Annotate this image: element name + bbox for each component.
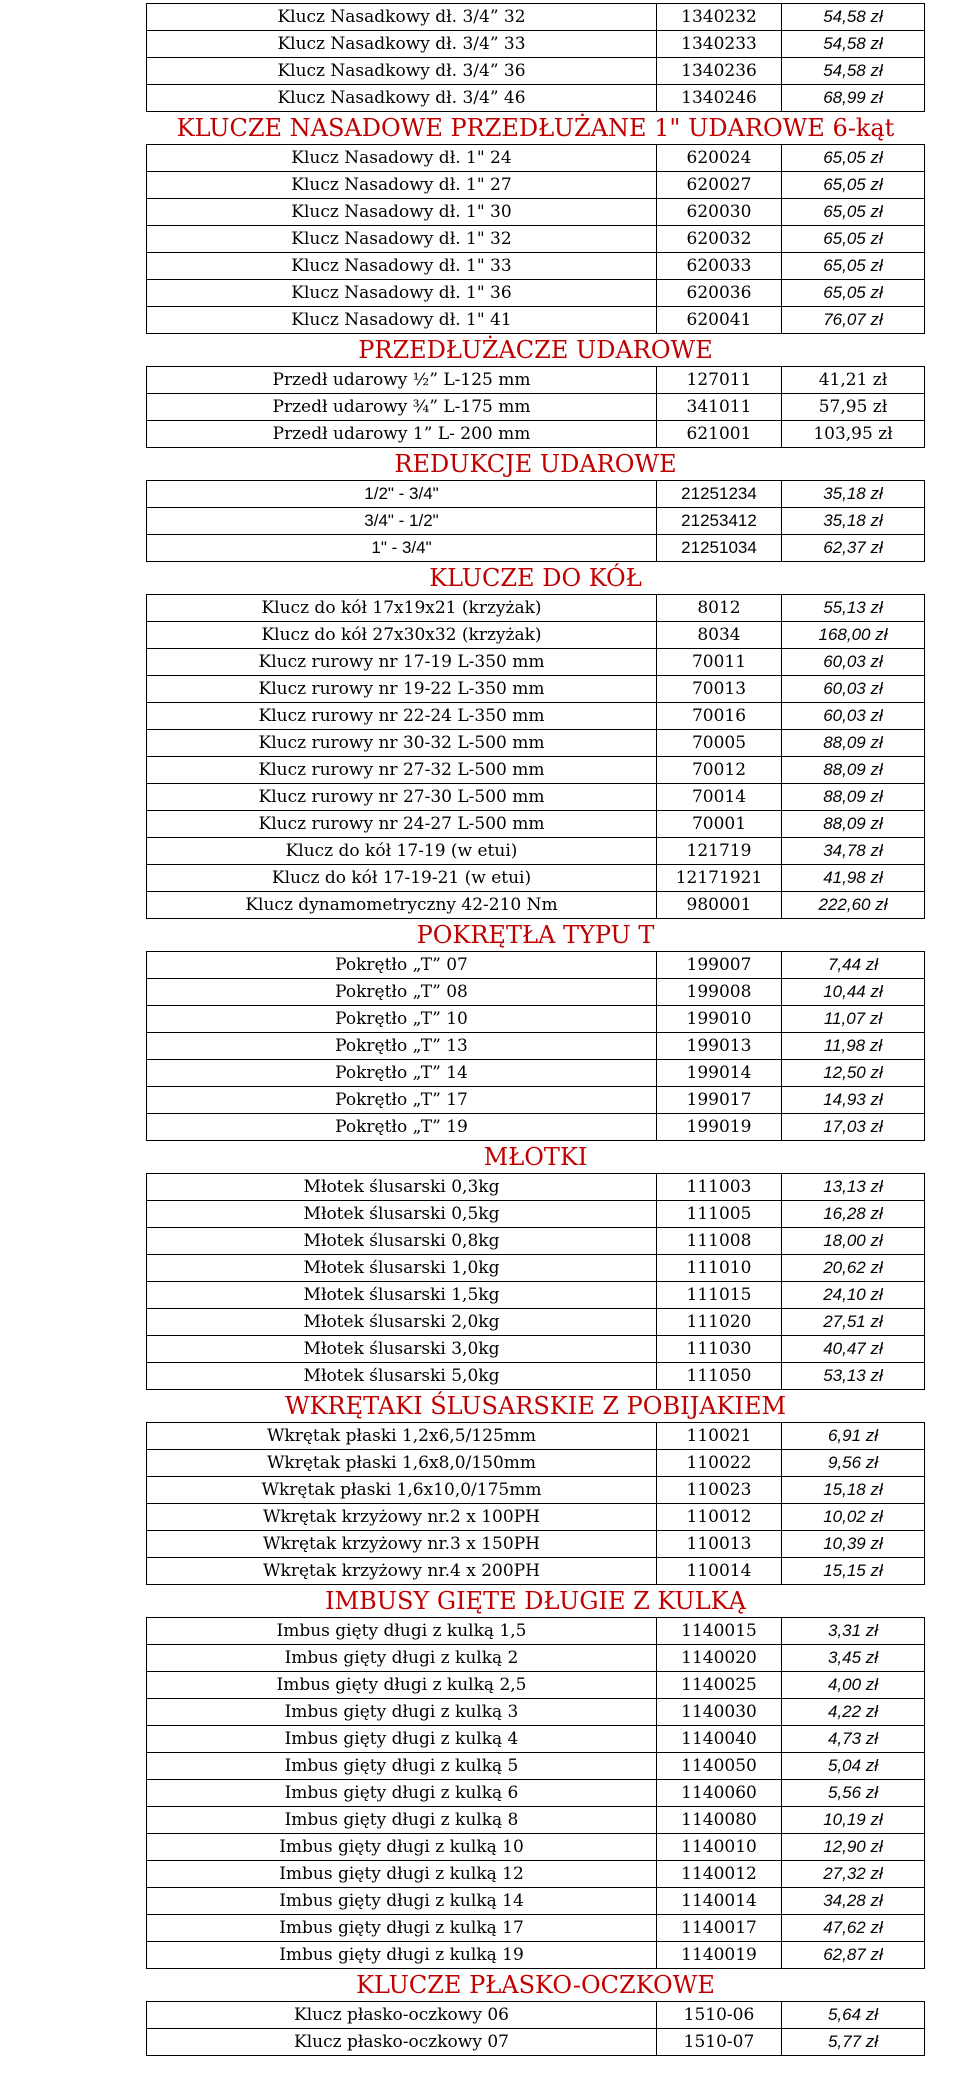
product-code-cell: 1340233 bbox=[657, 31, 782, 58]
product-price-cell: 34,28 zł bbox=[782, 1888, 925, 1915]
product-name-cell: 1" - 3/4" bbox=[147, 535, 657, 562]
product-price-cell: 62,87 zł bbox=[782, 1942, 925, 1969]
table-row bbox=[147, 1504, 925, 1531]
product-price-cell: 11,07 zł bbox=[782, 1006, 925, 1033]
table-row bbox=[147, 1006, 925, 1033]
product-price-cell: 6,91 zł bbox=[782, 1423, 925, 1450]
table-row bbox=[147, 622, 925, 649]
table-row bbox=[147, 172, 925, 199]
section-header-row bbox=[147, 1969, 925, 2002]
product-price-cell: 17,03 zł bbox=[782, 1114, 925, 1141]
table-row bbox=[147, 1807, 925, 1834]
table-row bbox=[147, 1672, 925, 1699]
table-row bbox=[147, 865, 925, 892]
table-row bbox=[147, 1450, 925, 1477]
product-code-cell: 1510-07 bbox=[657, 2029, 782, 2056]
product-price-cell: 16,28 zł bbox=[782, 1201, 925, 1228]
product-code-cell: 199010 bbox=[657, 1006, 782, 1033]
product-name-cell: Klucz rurowy nr 17-19 L-350 mm bbox=[147, 649, 657, 676]
table-row bbox=[147, 421, 925, 448]
product-code-cell: 70016 bbox=[657, 703, 782, 730]
product-name-cell: Przedł udarowy ½” L-125 mm bbox=[147, 367, 657, 394]
product-code-cell: 1140050 bbox=[657, 1753, 782, 1780]
product-name-cell: Pokrętło „T” 14 bbox=[147, 1060, 657, 1087]
product-price-cell: 12,90 zł bbox=[782, 1834, 925, 1861]
table-row bbox=[147, 730, 925, 757]
product-price-cell: 7,44 zł bbox=[782, 952, 925, 979]
product-price-cell: 15,15 zł bbox=[782, 1558, 925, 1585]
product-code-cell: 111015 bbox=[657, 1282, 782, 1309]
table-row bbox=[147, 1174, 925, 1201]
product-name-cell: Klucz Nasadkowy dł. 3/4” 33 bbox=[147, 31, 657, 58]
table-row bbox=[147, 1060, 925, 1087]
section-header-row bbox=[147, 562, 925, 595]
product-code-cell: 111008 bbox=[657, 1228, 782, 1255]
product-code-cell: 110023 bbox=[657, 1477, 782, 1504]
product-code-cell: 111010 bbox=[657, 1255, 782, 1282]
product-name-cell: Klucz do kół 17-19 (w etui) bbox=[147, 838, 657, 865]
product-price-cell: 5,04 zł bbox=[782, 1753, 925, 1780]
product-code-cell: 1340246 bbox=[657, 85, 782, 112]
product-code-cell: 199019 bbox=[657, 1114, 782, 1141]
product-code-cell: 1140080 bbox=[657, 1807, 782, 1834]
product-name-cell: Imbus gięty długi z kulką 5 bbox=[147, 1753, 657, 1780]
product-code-cell: 8012 bbox=[657, 595, 782, 622]
product-name-cell: Klucz Nasadowy dł. 1" 30 bbox=[147, 199, 657, 226]
table-row bbox=[147, 1282, 925, 1309]
table-row bbox=[147, 1618, 925, 1645]
product-code-cell: 1140025 bbox=[657, 1672, 782, 1699]
section-title: POKRĘTŁA TYPU T bbox=[147, 919, 925, 952]
product-price-cell: 14,93 zł bbox=[782, 1087, 925, 1114]
product-price-cell: 4,00 zł bbox=[782, 1672, 925, 1699]
product-price-cell: 15,18 zł bbox=[782, 1477, 925, 1504]
table-row bbox=[147, 1942, 925, 1969]
product-code-cell: 110022 bbox=[657, 1450, 782, 1477]
product-name-cell: Przedł udarowy ¾” L-175 mm bbox=[147, 394, 657, 421]
product-name-cell: Wkrętak płaski 1,6x10,0/175mm bbox=[147, 1477, 657, 1504]
product-price-cell: 13,13 zł bbox=[782, 1174, 925, 1201]
product-price-cell: 53,13 zł bbox=[782, 1363, 925, 1390]
product-price-cell: 10,19 zł bbox=[782, 1807, 925, 1834]
product-price-cell: 41,98 zł bbox=[782, 865, 925, 892]
section-title: IMBUSY GIĘTE DŁUGIE Z KULKĄ bbox=[147, 1585, 925, 1618]
product-code-cell: 70005 bbox=[657, 730, 782, 757]
product-price-cell: 40,47 zł bbox=[782, 1336, 925, 1363]
product-name-cell: Klucz rurowy nr 30-32 L-500 mm bbox=[147, 730, 657, 757]
table-row bbox=[147, 1477, 925, 1504]
table-row bbox=[147, 892, 925, 919]
table-row bbox=[147, 1255, 925, 1282]
table-row bbox=[147, 1645, 925, 1672]
product-price-cell: 54,58 zł bbox=[782, 31, 925, 58]
product-price-cell: 88,09 zł bbox=[782, 757, 925, 784]
table-row bbox=[147, 1114, 925, 1141]
product-name-cell: Młotek ślusarski 0,3kg bbox=[147, 1174, 657, 1201]
product-code-cell: 1340232 bbox=[657, 4, 782, 31]
product-name-cell: Pokrętło „T” 07 bbox=[147, 952, 657, 979]
product-code-cell: 620027 bbox=[657, 172, 782, 199]
section-title: PRZEDŁUŻACZE UDAROWE bbox=[147, 334, 925, 367]
product-price-cell: 222,60 zł bbox=[782, 892, 925, 919]
product-code-cell: 1340236 bbox=[657, 58, 782, 85]
product-code-cell: 341011 bbox=[657, 394, 782, 421]
product-code-cell: 199007 bbox=[657, 952, 782, 979]
product-name-cell: Klucz Nasadkowy dł. 3/4” 46 bbox=[147, 85, 657, 112]
product-price-cell: 65,05 zł bbox=[782, 145, 925, 172]
table-row bbox=[147, 394, 925, 421]
product-code-cell: 1140015 bbox=[657, 1618, 782, 1645]
product-name-cell: Klucz rurowy nr 27-32 L-500 mm bbox=[147, 757, 657, 784]
product-price-cell: 27,51 zł bbox=[782, 1309, 925, 1336]
product-price-cell: 5,64 zł bbox=[782, 2002, 925, 2029]
section-title: MŁOTKI bbox=[147, 1141, 925, 1174]
product-price-cell: 24,10 zł bbox=[782, 1282, 925, 1309]
product-name-cell: Pokrętło „T” 13 bbox=[147, 1033, 657, 1060]
table-row bbox=[147, 280, 925, 307]
product-name-cell: Imbus gięty długi z kulką 2,5 bbox=[147, 1672, 657, 1699]
table-row bbox=[147, 649, 925, 676]
product-price-cell: 76,07 zł bbox=[782, 307, 925, 334]
product-name-cell: Klucz do kół 17x19x21 (krzyżak) bbox=[147, 595, 657, 622]
product-name-cell: Klucz Nasadkowy dł. 3/4” 36 bbox=[147, 58, 657, 85]
table-row bbox=[147, 952, 925, 979]
product-name-cell: Młotek ślusarski 5,0kg bbox=[147, 1363, 657, 1390]
product-code-cell: 1140019 bbox=[657, 1942, 782, 1969]
table-row bbox=[147, 1309, 925, 1336]
table-row bbox=[147, 1888, 925, 1915]
product-code-cell: 1140014 bbox=[657, 1888, 782, 1915]
table-row bbox=[147, 1915, 925, 1942]
product-code-cell: 1140040 bbox=[657, 1726, 782, 1753]
product-name-cell: Pokrętło „T” 19 bbox=[147, 1114, 657, 1141]
product-price-cell: 57,95 zł bbox=[782, 394, 925, 421]
table-row bbox=[147, 535, 925, 562]
product-name-cell: Imbus gięty długi z kulką 14 bbox=[147, 1888, 657, 1915]
product-price-cell: 88,09 zł bbox=[782, 784, 925, 811]
product-name-cell: Imbus gięty długi z kulką 6 bbox=[147, 1780, 657, 1807]
section-header-row bbox=[147, 1585, 925, 1618]
table-row bbox=[147, 595, 925, 622]
table-row bbox=[147, 2029, 925, 2056]
product-name-cell: Klucz dynamometryczny 42-210 Nm bbox=[147, 892, 657, 919]
table-row bbox=[147, 367, 925, 394]
price-list-table bbox=[146, 3, 925, 2056]
table-row bbox=[147, 58, 925, 85]
product-code-cell: 620033 bbox=[657, 253, 782, 280]
table-row bbox=[147, 145, 925, 172]
product-name-cell: Imbus gięty długi z kulką 2 bbox=[147, 1645, 657, 1672]
product-name-cell: Klucz rurowy nr 19-22 L-350 mm bbox=[147, 676, 657, 703]
product-name-cell: Klucz Nasadowy dł. 1" 41 bbox=[147, 307, 657, 334]
product-price-cell: 47,62 zł bbox=[782, 1915, 925, 1942]
product-name-cell: Wkrętak płaski 1,6x8,0/150mm bbox=[147, 1450, 657, 1477]
product-name-cell: Imbus gięty długi z kulką 12 bbox=[147, 1861, 657, 1888]
product-code-cell: 21253412 bbox=[657, 508, 782, 535]
product-code-cell: 70014 bbox=[657, 784, 782, 811]
section-title: KLUCZE DO KÓŁ bbox=[147, 562, 925, 595]
product-code-cell: 621001 bbox=[657, 421, 782, 448]
product-code-cell: 199008 bbox=[657, 979, 782, 1006]
product-price-cell: 11,98 zł bbox=[782, 1033, 925, 1060]
table-row bbox=[147, 1363, 925, 1390]
table-row bbox=[147, 1780, 925, 1807]
product-price-cell: 60,03 zł bbox=[782, 649, 925, 676]
table-row bbox=[147, 811, 925, 838]
product-price-cell: 41,21 zł bbox=[782, 367, 925, 394]
product-price-cell: 35,18 zł bbox=[782, 481, 925, 508]
product-price-cell: 55,13 zł bbox=[782, 595, 925, 622]
product-code-cell: 70011 bbox=[657, 649, 782, 676]
product-code-cell: 199013 bbox=[657, 1033, 782, 1060]
product-price-cell: 34,78 zł bbox=[782, 838, 925, 865]
product-price-cell: 3,31 zł bbox=[782, 1618, 925, 1645]
table-row bbox=[147, 1228, 925, 1255]
product-price-cell: 35,18 zł bbox=[782, 508, 925, 535]
product-code-cell: 199014 bbox=[657, 1060, 782, 1087]
product-name-cell: Klucz Nasadowy dł. 1" 24 bbox=[147, 145, 657, 172]
table-row bbox=[147, 1558, 925, 1585]
product-name-cell: Imbus gięty długi z kulką 19 bbox=[147, 1942, 657, 1969]
table-row bbox=[147, 508, 925, 535]
table-row bbox=[147, 1087, 925, 1114]
section-header-row bbox=[147, 448, 925, 481]
product-name-cell: Klucz Nasadowy dł. 1" 36 bbox=[147, 280, 657, 307]
table-row bbox=[147, 481, 925, 508]
table-row bbox=[147, 979, 925, 1006]
product-code-cell: 1140030 bbox=[657, 1699, 782, 1726]
product-price-cell: 65,05 zł bbox=[782, 280, 925, 307]
table-row bbox=[147, 226, 925, 253]
product-price-cell: 10,39 zł bbox=[782, 1531, 925, 1558]
product-name-cell: Klucz płasko-oczkowy 06 bbox=[147, 2002, 657, 2029]
product-name-cell: Młotek ślusarski 1,5kg bbox=[147, 1282, 657, 1309]
product-code-cell: 8034 bbox=[657, 622, 782, 649]
product-code-cell: 1140060 bbox=[657, 1780, 782, 1807]
product-code-cell: 70001 bbox=[657, 811, 782, 838]
product-name-cell: Klucz Nasadowy dł. 1" 27 bbox=[147, 172, 657, 199]
table-row bbox=[147, 31, 925, 58]
section-header-row bbox=[147, 334, 925, 367]
product-code-cell: 980001 bbox=[657, 892, 782, 919]
product-code-cell: 121719 bbox=[657, 838, 782, 865]
product-code-cell: 1140017 bbox=[657, 1915, 782, 1942]
product-name-cell: Wkrętak płaski 1,2x6,5/125mm bbox=[147, 1423, 657, 1450]
product-name-cell: 1/2" - 3/4" bbox=[147, 481, 657, 508]
product-price-cell: 20,62 zł bbox=[782, 1255, 925, 1282]
product-price-cell: 3,45 zł bbox=[782, 1645, 925, 1672]
section-title: KLUCZE NASADOWE PRZEDŁUŻANE 1" UDAROWE 6-kąt bbox=[147, 112, 925, 145]
product-code-cell: 110021 bbox=[657, 1423, 782, 1450]
product-price-cell: 62,37 zł bbox=[782, 535, 925, 562]
product-code-cell: 70013 bbox=[657, 676, 782, 703]
product-code-cell: 110014 bbox=[657, 1558, 782, 1585]
product-code-cell: 111003 bbox=[657, 1174, 782, 1201]
product-code-cell: 21251034 bbox=[657, 535, 782, 562]
product-name-cell: 3/4" - 1/2" bbox=[147, 508, 657, 535]
product-name-cell: Imbus gięty długi z kulką 1,5 bbox=[147, 1618, 657, 1645]
section-header-row bbox=[147, 112, 925, 145]
product-price-cell: 65,05 zł bbox=[782, 226, 925, 253]
product-price-cell: 18,00 zł bbox=[782, 1228, 925, 1255]
table-row bbox=[147, 1033, 925, 1060]
table-row bbox=[147, 1423, 925, 1450]
product-code-cell: 127011 bbox=[657, 367, 782, 394]
product-code-cell: 620041 bbox=[657, 307, 782, 334]
product-price-cell: 60,03 zł bbox=[782, 703, 925, 730]
table-row bbox=[147, 784, 925, 811]
product-code-cell: 620036 bbox=[657, 280, 782, 307]
product-name-cell: Klucz płasko-oczkowy 07 bbox=[147, 2029, 657, 2056]
product-name-cell: Klucz rurowy nr 24-27 L-500 mm bbox=[147, 811, 657, 838]
table-row bbox=[147, 2002, 925, 2029]
section-title: REDUKCJE UDAROWE bbox=[147, 448, 925, 481]
product-name-cell: Imbus gięty długi z kulką 17 bbox=[147, 1915, 657, 1942]
product-name-cell: Wkrętak krzyżowy nr.4 x 200PH bbox=[147, 1558, 657, 1585]
product-name-cell: Wkrętak krzyżowy nr.2 x 100PH bbox=[147, 1504, 657, 1531]
section-title: WKRĘTAKI ŚLUSARSKIE Z POBIJAKIEM bbox=[147, 1390, 925, 1423]
table-row bbox=[147, 838, 925, 865]
table-row bbox=[147, 307, 925, 334]
product-code-cell: 199017 bbox=[657, 1087, 782, 1114]
product-price-cell: 88,09 zł bbox=[782, 811, 925, 838]
product-name-cell: Imbus gięty długi z kulką 10 bbox=[147, 1834, 657, 1861]
product-price-cell: 54,58 zł bbox=[782, 4, 925, 31]
table-row bbox=[147, 1336, 925, 1363]
product-name-cell: Młotek ślusarski 1,0kg bbox=[147, 1255, 657, 1282]
product-name-cell: Młotek ślusarski 0,5kg bbox=[147, 1201, 657, 1228]
product-name-cell: Młotek ślusarski 0,8kg bbox=[147, 1228, 657, 1255]
product-code-cell: 110013 bbox=[657, 1531, 782, 1558]
product-code-cell: 620032 bbox=[657, 226, 782, 253]
product-name-cell: Pokrętło „T” 17 bbox=[147, 1087, 657, 1114]
product-price-cell: 65,05 zł bbox=[782, 253, 925, 280]
product-price-cell: 68,99 zł bbox=[782, 85, 925, 112]
product-price-cell: 168,00 zł bbox=[782, 622, 925, 649]
product-name-cell: Klucz Nasadkowy dł. 3/4” 32 bbox=[147, 4, 657, 31]
product-price-cell: 27,32 zł bbox=[782, 1861, 925, 1888]
table-row bbox=[147, 1699, 925, 1726]
product-price-cell: 12,50 zł bbox=[782, 1060, 925, 1087]
product-price-cell: 103,95 zł bbox=[782, 421, 925, 448]
section-header-row bbox=[147, 1141, 925, 1174]
product-name-cell: Klucz Nasadowy dł. 1" 32 bbox=[147, 226, 657, 253]
product-code-cell: 620024 bbox=[657, 145, 782, 172]
table-row bbox=[147, 703, 925, 730]
product-price-cell: 9,56 zł bbox=[782, 1450, 925, 1477]
product-name-cell: Pokrętło „T” 08 bbox=[147, 979, 657, 1006]
product-code-cell: 1140010 bbox=[657, 1834, 782, 1861]
product-name-cell: Wkrętak krzyżowy nr.3 x 150PH bbox=[147, 1531, 657, 1558]
product-price-cell: 10,02 zł bbox=[782, 1504, 925, 1531]
table-row bbox=[147, 757, 925, 784]
product-price-cell: 54,58 zł bbox=[782, 58, 925, 85]
product-code-cell: 1140020 bbox=[657, 1645, 782, 1672]
product-code-cell: 111030 bbox=[657, 1336, 782, 1363]
product-code-cell: 110012 bbox=[657, 1504, 782, 1531]
product-code-cell: 111005 bbox=[657, 1201, 782, 1228]
product-price-cell: 65,05 zł bbox=[782, 172, 925, 199]
product-price-cell: 88,09 zł bbox=[782, 730, 925, 757]
product-name-cell: Klucz rurowy nr 27-30 L-500 mm bbox=[147, 784, 657, 811]
product-code-cell: 111050 bbox=[657, 1363, 782, 1390]
product-name-cell: Klucz Nasadowy dł. 1" 33 bbox=[147, 253, 657, 280]
table-row bbox=[147, 4, 925, 31]
product-code-cell: 620030 bbox=[657, 199, 782, 226]
product-name-cell: Klucz do kół 27x30x32 (krzyżak) bbox=[147, 622, 657, 649]
product-price-cell: 10,44 zł bbox=[782, 979, 925, 1006]
product-name-cell: Imbus gięty długi z kulką 4 bbox=[147, 1726, 657, 1753]
product-code-cell: 1510-06 bbox=[657, 2002, 782, 2029]
product-code-cell: 12171921 bbox=[657, 865, 782, 892]
table-row bbox=[147, 676, 925, 703]
product-name-cell: Imbus gięty długi z kulką 8 bbox=[147, 1807, 657, 1834]
price-list-body bbox=[147, 4, 925, 2056]
table-row bbox=[147, 1834, 925, 1861]
product-price-cell: 5,77 zł bbox=[782, 2029, 925, 2056]
table-row bbox=[147, 1726, 925, 1753]
product-name-cell: Młotek ślusarski 2,0kg bbox=[147, 1309, 657, 1336]
table-row bbox=[147, 1531, 925, 1558]
table-row bbox=[147, 253, 925, 280]
product-price-cell: 5,56 zł bbox=[782, 1780, 925, 1807]
product-price-cell: 4,22 zł bbox=[782, 1699, 925, 1726]
product-name-cell: Pokrętło „T” 10 bbox=[147, 1006, 657, 1033]
product-price-cell: 60,03 zł bbox=[782, 676, 925, 703]
product-name-cell: Klucz do kół 17-19-21 (w etui) bbox=[147, 865, 657, 892]
section-header-row bbox=[147, 1390, 925, 1423]
product-price-cell: 65,05 zł bbox=[782, 199, 925, 226]
table-row bbox=[147, 85, 925, 112]
section-header-row bbox=[147, 919, 925, 952]
table-row bbox=[147, 199, 925, 226]
section-title: KLUCZE PŁASKO-OCZKOWE bbox=[147, 1969, 925, 2002]
table-row bbox=[147, 1861, 925, 1888]
product-name-cell: Przedł udarowy 1” L- 200 mm bbox=[147, 421, 657, 448]
table-row bbox=[147, 1201, 925, 1228]
product-price-cell: 4,73 zł bbox=[782, 1726, 925, 1753]
product-code-cell: 70012 bbox=[657, 757, 782, 784]
product-code-cell: 21251234 bbox=[657, 481, 782, 508]
product-name-cell: Klucz rurowy nr 22-24 L-350 mm bbox=[147, 703, 657, 730]
table-row bbox=[147, 1753, 925, 1780]
product-code-cell: 111020 bbox=[657, 1309, 782, 1336]
product-name-cell: Młotek ślusarski 3,0kg bbox=[147, 1336, 657, 1363]
product-name-cell: Imbus gięty długi z kulką 3 bbox=[147, 1699, 657, 1726]
product-code-cell: 1140012 bbox=[657, 1861, 782, 1888]
